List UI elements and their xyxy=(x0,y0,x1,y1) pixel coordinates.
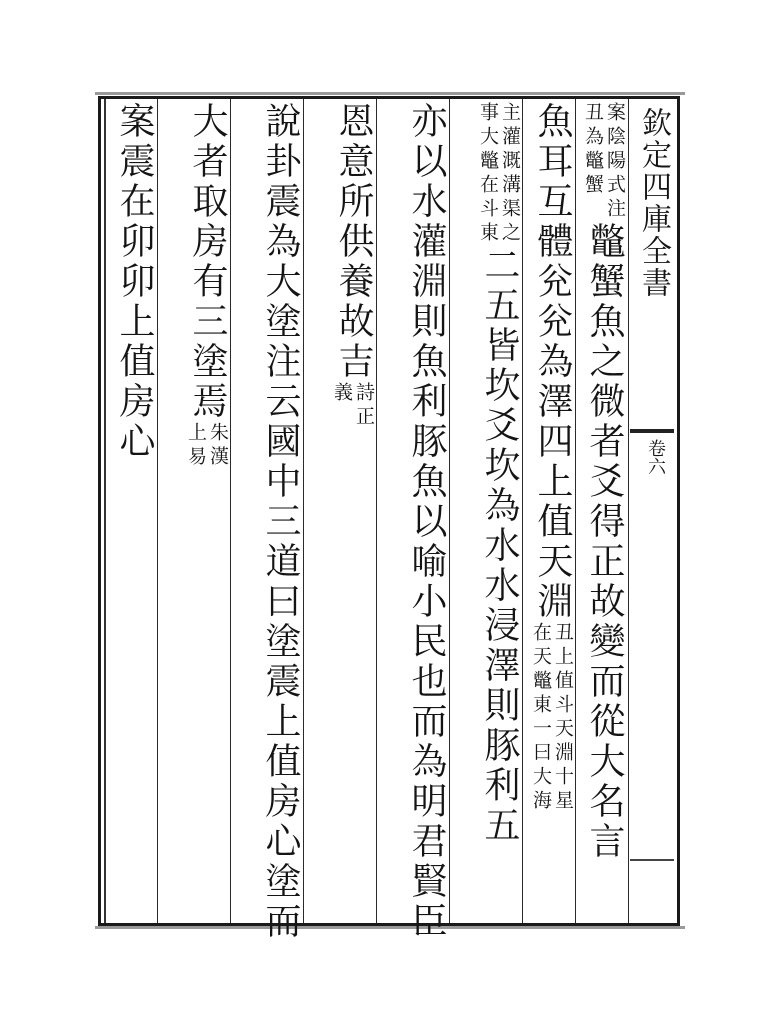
annotation-pair xyxy=(477,102,521,246)
annotation-text-left: 義 xyxy=(331,382,353,406)
column-rule xyxy=(157,99,158,923)
text-column xyxy=(159,102,229,918)
annotation-text-right: 丑上值斗天淵十星 xyxy=(552,622,574,814)
column-rule xyxy=(376,99,377,923)
text-column xyxy=(451,102,521,918)
fishtail-mark xyxy=(630,429,674,433)
text-column xyxy=(378,102,448,942)
annotation-pair xyxy=(530,622,574,814)
main-text: 案震在卯卯上值房心 xyxy=(114,102,155,462)
scan-edge-top xyxy=(95,92,685,95)
scan-edge-bottom xyxy=(95,926,685,929)
book-title: 欽定四庫全書 xyxy=(636,107,671,299)
annotation-text-right: 案陰陽式注 xyxy=(604,102,626,222)
text-column xyxy=(524,102,574,918)
volume-label: 卷六 xyxy=(645,439,666,475)
annotation-text-left: 上易 xyxy=(185,422,207,470)
main-text: 二五皆坎爻坎為水水浸澤則豚利五 xyxy=(479,246,520,846)
text-column xyxy=(110,102,156,918)
annotation-pair xyxy=(331,382,375,430)
annotation-text-left: 在天鼈東一曰大海 xyxy=(530,622,552,814)
main-text: 說卦震為大塗注云國中三道曰塗震上值房心塗而 xyxy=(260,102,301,942)
text-column xyxy=(576,102,626,918)
annotation-text-right: 朱漢 xyxy=(207,422,229,470)
frame-inner-rule xyxy=(104,99,106,923)
annotation-pair xyxy=(582,102,626,222)
column-rule xyxy=(522,99,523,923)
annotation-text-left: 事大鼈在斗東 xyxy=(477,102,499,246)
column-rule xyxy=(303,99,304,923)
fold-margin xyxy=(628,99,677,923)
main-text: 大者取房有三塗焉 xyxy=(187,102,228,422)
text-column xyxy=(305,102,375,918)
annotation-text-right: 詩正 xyxy=(353,382,375,430)
fishtail-mark-lower xyxy=(630,859,674,861)
annotation-text-right: 主灌溉溝渠之 xyxy=(499,102,521,246)
column-rule xyxy=(449,99,450,923)
annotation-text-left: 丑為鼈蟹 xyxy=(582,102,604,198)
annotation-pair xyxy=(185,422,229,470)
main-text: 恩意所供養故吉 xyxy=(333,102,374,382)
main-text: 魚耳互體兊兊為澤四上值天淵 xyxy=(532,102,573,622)
main-text: 鼈蟹魚之微者爻得正故變而從大名言 xyxy=(584,222,625,862)
text-column xyxy=(232,102,302,942)
column-rule xyxy=(230,99,231,923)
main-text: 亦以水灌淵則魚利豚魚以喻小民也而為明君賢臣 xyxy=(406,102,447,942)
